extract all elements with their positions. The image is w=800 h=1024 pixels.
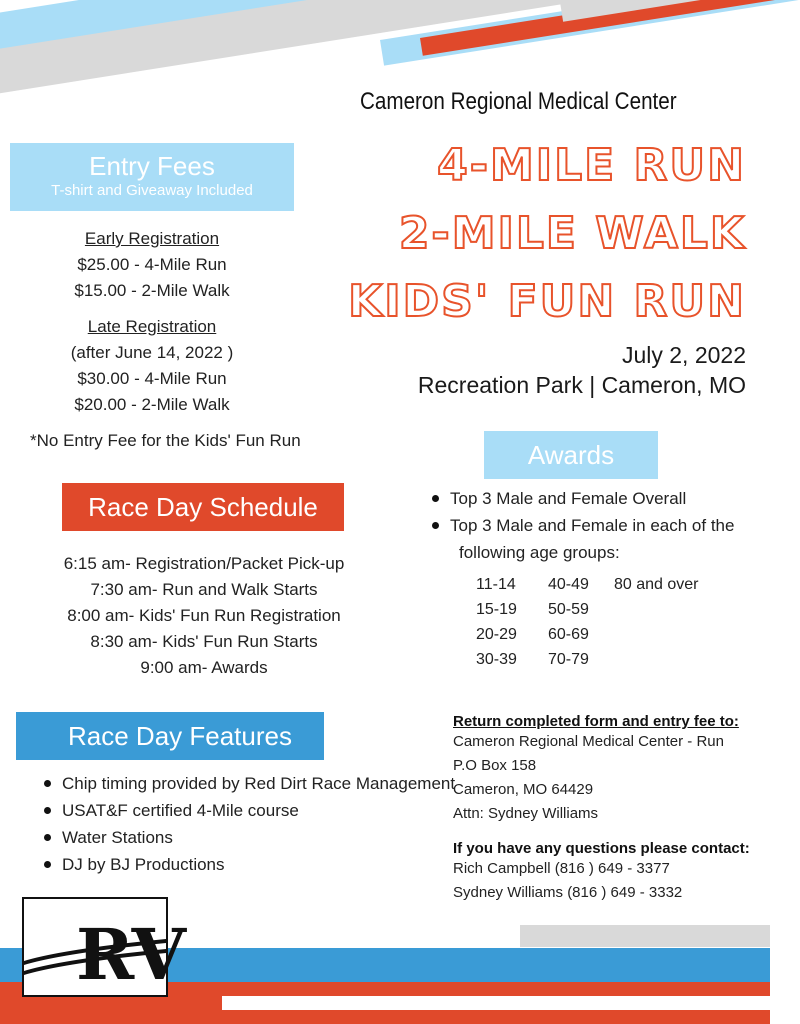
awards-list [428, 485, 734, 539]
bullet-icon [432, 495, 439, 502]
early-registration-heading: Early Registration [84, 229, 220, 248]
late-registration-heading: Late Registration [87, 317, 217, 336]
return-info [453, 713, 739, 826]
features-list [40, 770, 455, 878]
award-item: Top 3 Male and Female Overall [428, 485, 734, 512]
age-groups-table [476, 572, 716, 672]
late-registration-note: (after June 14, 2022 ) [70, 343, 234, 362]
feature-item: USAT&F certified 4-Mile course [40, 797, 455, 824]
schedule-item: 8:30 am- Kids' Fun Run Starts [90, 632, 318, 651]
return-line: Cameron Regional Medical Center - Run [453, 733, 724, 750]
logo-letters: RV [76, 913, 186, 996]
age-group: 20-29 [476, 626, 517, 643]
return-heading: Return completed form and entry fee to: [453, 713, 739, 730]
bullet-icon [432, 522, 439, 529]
feature-item: Water Stations [40, 824, 455, 851]
title-4-mile-run: 4-MILE RUN [437, 140, 746, 191]
age-group: 30-39 [476, 651, 517, 668]
age-group: 50-59 [548, 601, 589, 618]
return-line: Cameron, MO 64429 [453, 781, 594, 798]
award-item: Top 3 Male and Female in each of the [428, 512, 734, 539]
entry-fees-box [10, 143, 294, 211]
feature-item: DJ by BJ Productions [40, 851, 455, 878]
bullet-icon [44, 834, 51, 841]
bottom-stripe-gray [520, 925, 770, 947]
contact-line: Rich Campbell (816 ) 649 - 3377 [453, 860, 670, 877]
entry-fees-details [10, 226, 294, 418]
return-line: P.O Box 158 [453, 757, 537, 774]
contact-heading: If you have any questions please contact: [453, 840, 750, 857]
event-date: July 2, 2022 [621, 342, 746, 368]
awards-title: Awards [527, 440, 615, 470]
return-line: Attn: Sydney Williams [453, 805, 599, 822]
late-fee-walk: $20.00 - 2-Mile Walk [74, 395, 230, 414]
schedule-item: 9:00 am- Awards [140, 658, 268, 677]
age-group: 70-79 [548, 651, 589, 668]
age-group: 15-19 [476, 601, 517, 618]
schedule-item: 7:30 am- Run and Walk Starts [90, 580, 318, 599]
age-group: 60-69 [548, 626, 589, 643]
bullet-icon [44, 807, 51, 814]
early-fee-run: $25.00 - 4-Mile Run [77, 255, 227, 274]
feature-item: Chip timing provided by Red Dirt Race Management [40, 770, 455, 797]
schedule-title: Race Day Schedule [88, 492, 318, 522]
title-2-mile-walk: 2-MILE WALK [398, 208, 746, 259]
contact-line: Sydney Williams (816 ) 649 - 3332 [453, 884, 683, 901]
schedule-item: 6:15 am- Registration/Packet Pick-up [63, 554, 345, 573]
age-group: 80 and over [614, 576, 699, 593]
title-kids-fun-run: KIDS' FUN RUN [348, 276, 746, 327]
organization-name: Cameron Regional Medical Center [360, 88, 677, 115]
early-fee-walk: $15.00 - 2-Mile Walk [74, 281, 230, 300]
awards-box [484, 431, 658, 479]
age-groups-intro: following age groups: [459, 543, 620, 562]
logo-icon [24, 899, 186, 996]
schedule-box [62, 483, 344, 531]
contact-info [453, 840, 750, 905]
late-fee-run: $30.00 - 4-Mile Run [77, 369, 227, 388]
features-title: Race Day Features [68, 721, 292, 751]
bottom-stripe-white [222, 996, 770, 1010]
kids-no-fee-note: *No Entry Fee for the Kids' Fun Run [30, 431, 301, 450]
entry-fees-subtitle: T-shirt and Giveaway Included [51, 182, 253, 199]
entry-fees-title: Entry Fees [89, 151, 215, 181]
features-box [16, 712, 324, 760]
bullet-icon [44, 861, 51, 868]
schedule-list [30, 551, 378, 681]
age-group: 11-14 [476, 576, 516, 593]
rv-logo [22, 897, 186, 997]
schedule-item: 8:00 am- Kids' Fun Run Registration [67, 606, 341, 625]
event-location: Recreation Park | Cameron, MO [417, 372, 746, 398]
age-group: 40-49 [548, 576, 589, 593]
bullet-icon [44, 780, 51, 787]
